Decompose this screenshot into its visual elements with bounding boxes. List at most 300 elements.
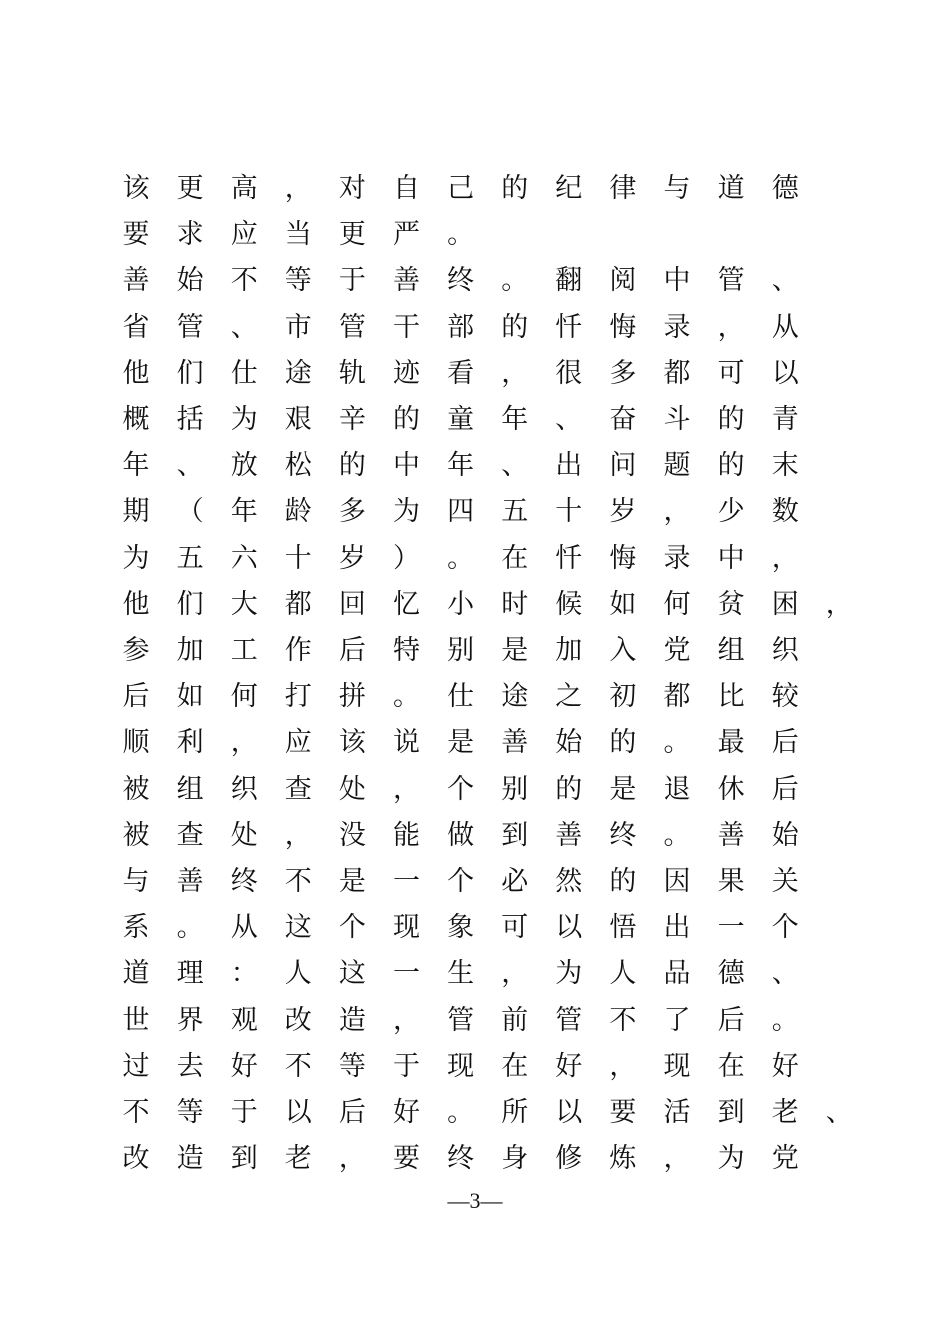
text-char: 到: [230, 1143, 258, 1175]
text-line: [0, 767, 950, 813]
text-char: 们: [176, 588, 204, 620]
text-char: 善: [501, 727, 529, 759]
text-char: 之: [555, 681, 583, 713]
text-char: 翻: [555, 265, 583, 297]
text-line: [0, 397, 950, 443]
text-char: 、: [501, 450, 529, 482]
page-number: —3—: [447, 1188, 503, 1213]
text-char: 是: [338, 866, 366, 897]
text-char: 求: [176, 219, 204, 251]
text-char: ，: [230, 727, 258, 759]
text-char: 括: [176, 404, 204, 435]
text-char: 、: [771, 958, 799, 990]
text-char: 了: [663, 1004, 691, 1036]
text-char: 时: [501, 588, 529, 620]
text-char: 悔: [609, 542, 637, 574]
text-char: 数: [771, 496, 799, 528]
text-char: 作: [284, 635, 312, 666]
text-char: 年: [230, 496, 258, 528]
text-char: 忆: [393, 588, 420, 620]
text-char: 十: [555, 496, 583, 528]
text-char: 应: [284, 727, 312, 759]
text-char: 比: [717, 681, 745, 713]
text-char: 出: [555, 450, 583, 482]
text-char: 的: [609, 727, 637, 759]
text-char: 仕: [230, 357, 258, 389]
text-char: 观: [230, 1004, 258, 1036]
text-char: 艰: [284, 404, 312, 435]
text-char: 少: [717, 496, 745, 528]
text-char: 拼: [338, 681, 366, 713]
text-char: 的: [717, 450, 745, 482]
text-char: 入: [609, 635, 637, 666]
text-char: 多: [338, 496, 366, 528]
text-char: 品: [663, 958, 691, 990]
text-line: [0, 720, 950, 766]
text-char: 这: [284, 912, 312, 944]
text-char: 以: [555, 1097, 583, 1128]
text-char: 他: [122, 588, 150, 620]
text-line: [0, 813, 950, 859]
text-char: ，: [825, 588, 853, 620]
text-line: [0, 443, 950, 489]
text-char: 一: [393, 866, 420, 897]
text-char: 末: [771, 450, 799, 482]
text-line: [0, 905, 950, 951]
text-char: 律: [609, 173, 637, 204]
text-char: 。: [447, 542, 475, 574]
text-char: 。: [771, 1004, 799, 1036]
text-char: 要: [393, 1143, 420, 1175]
text-char: 一: [717, 912, 745, 944]
text-char: 不: [284, 866, 312, 897]
text-char: ，: [393, 1004, 420, 1036]
text-char: 何: [230, 681, 258, 713]
text-char: 果: [717, 866, 745, 897]
text-char: 道: [717, 173, 745, 204]
text-char: 斗: [663, 404, 691, 435]
text-char: 的: [555, 773, 583, 805]
text-char: 十: [284, 542, 312, 574]
text-char: 从: [230, 912, 258, 944]
text-char: 加: [555, 635, 583, 666]
text-char: 人: [284, 958, 312, 990]
text-char: 查: [284, 773, 312, 805]
text-char: 忏: [555, 311, 583, 343]
text-line: [0, 859, 950, 905]
text-char: 人: [609, 958, 637, 990]
text-char: 等: [176, 1097, 204, 1128]
text-char: 工: [230, 635, 258, 666]
text-char: 好: [555, 1050, 583, 1082]
text-char: ，: [393, 773, 420, 805]
text-char: 炼: [609, 1143, 637, 1175]
text-char: 打: [284, 681, 312, 713]
text-char: 处: [230, 819, 258, 851]
text-char: 、: [230, 311, 258, 343]
text-char: ，: [663, 496, 691, 528]
text-char: 关: [771, 866, 799, 897]
text-char: 回: [338, 588, 366, 620]
text-char: 改: [284, 1004, 312, 1036]
text-char: 在: [717, 1050, 745, 1082]
text-char: ，: [609, 1050, 637, 1082]
text-line: [0, 166, 950, 212]
text-char: 更: [176, 173, 204, 204]
text-char: 善: [122, 265, 150, 297]
text-char: 要: [609, 1097, 637, 1128]
text-char: 善: [393, 265, 420, 297]
text-char: 管: [555, 1004, 583, 1036]
text-char: 党: [771, 1143, 799, 1175]
text-char: 被: [122, 773, 150, 805]
text-char: 始: [771, 819, 799, 851]
text-char: 六: [230, 542, 258, 574]
text-char: 于: [338, 265, 366, 297]
text-char: 参: [122, 635, 150, 666]
text-char: 途: [284, 357, 312, 389]
text-char: ：: [230, 958, 258, 990]
text-char: 市: [284, 311, 312, 343]
text-char: 说: [393, 727, 420, 759]
text-line: [0, 212, 950, 258]
text-char: 在: [501, 542, 529, 574]
text-char: 德: [717, 958, 745, 990]
text-char: 如: [609, 588, 637, 620]
text-char: 严: [393, 219, 420, 251]
text-char: 顺: [122, 727, 150, 759]
text-char: 龄: [284, 496, 312, 528]
text-char: 应: [230, 219, 258, 251]
text-char: 去: [176, 1050, 204, 1082]
text-char: 身: [501, 1143, 529, 1175]
text-char: 象: [447, 912, 475, 944]
text-char: 织: [771, 635, 799, 666]
text-char: ，: [501, 958, 529, 990]
text-char: 造: [338, 1004, 366, 1036]
text-char: 善: [717, 819, 745, 851]
text-char: 年: [447, 450, 475, 482]
text-char: 要: [122, 219, 150, 251]
text-char: 造: [176, 1143, 204, 1175]
text-char: 中: [717, 542, 745, 574]
text-char: 看: [447, 357, 475, 389]
text-char: 为: [122, 542, 150, 574]
text-char: 不: [609, 1004, 637, 1036]
text-char: 多: [609, 357, 637, 389]
text-char: 四: [447, 496, 475, 528]
text-char: 组: [717, 635, 745, 666]
text-char: 一: [393, 958, 420, 990]
text-char: 现: [663, 1050, 691, 1082]
text-char: 悟: [609, 912, 637, 944]
text-char: 所: [501, 1097, 529, 1128]
text-char: 管: [338, 311, 366, 343]
text-char: 的: [338, 450, 366, 482]
text-char: 好: [230, 1050, 258, 1082]
text-char: 候: [555, 588, 583, 620]
text-char: 为: [230, 404, 258, 435]
text-char: 、: [771, 265, 799, 297]
text-char: 善: [176, 866, 204, 897]
text-char: 。: [447, 219, 475, 251]
text-char: ，: [501, 357, 529, 389]
text-char: 管: [447, 1004, 475, 1036]
text-char: 与: [122, 866, 150, 897]
text-char: 困: [771, 588, 799, 620]
text-char: 系: [122, 912, 150, 944]
text-char: 五: [501, 496, 529, 528]
text-char: 如: [176, 681, 204, 713]
text-char: 。: [663, 727, 691, 759]
text-char: 因: [663, 866, 691, 897]
text-char: 特: [393, 635, 420, 666]
text-char: 始: [176, 265, 204, 297]
text-char: 现: [447, 1050, 475, 1082]
text-char: 前: [501, 1004, 529, 1036]
text-char: ，: [663, 1143, 691, 1175]
text-char: 后: [338, 635, 366, 666]
text-char: 、: [176, 450, 204, 482]
text-char: 后: [771, 773, 799, 805]
text-char: 出: [663, 912, 691, 944]
text-char: 对: [338, 173, 366, 204]
text-char: 辛: [338, 404, 366, 435]
text-char: 中: [663, 265, 691, 297]
text-line: [0, 1136, 950, 1182]
text-char: 期: [122, 496, 150, 528]
text-char: 管: [717, 265, 745, 297]
text-char: 。: [663, 819, 691, 851]
text-char: 的: [393, 404, 420, 435]
text-char: 退: [663, 773, 691, 805]
text-char: 个: [447, 773, 475, 805]
text-char: 世: [122, 1004, 150, 1036]
text-char: 最: [717, 727, 745, 759]
text-char: 的: [501, 311, 529, 343]
text-char: 利: [176, 727, 204, 759]
text-line: [0, 305, 950, 351]
text-char: 终: [447, 1143, 475, 1175]
text-char: 后: [122, 681, 150, 713]
text-char: 然: [555, 866, 583, 897]
text-char: 何: [663, 588, 691, 620]
text-char: 改: [122, 1143, 150, 1175]
text-char: 为: [393, 496, 420, 528]
text-char: 问: [609, 450, 637, 482]
text-char: 善: [555, 819, 583, 851]
text-char: 。: [501, 265, 529, 297]
text-char: 以: [771, 357, 799, 389]
text-char: 高: [230, 173, 258, 204]
text-char: 后: [771, 727, 799, 759]
text-line: [0, 351, 950, 397]
text-char: 悔: [609, 311, 637, 343]
text-char: 没: [338, 819, 366, 851]
text-char: 很: [555, 357, 583, 389]
text-char: 现: [393, 912, 420, 944]
text-char: ，: [717, 311, 745, 343]
text-char: 题: [663, 450, 691, 482]
text-char: 织: [230, 773, 258, 805]
text-char: 后: [338, 1097, 366, 1128]
text-char: ，: [284, 173, 312, 204]
text-char: 年: [501, 404, 529, 435]
text-char: 后: [717, 1004, 745, 1036]
text-char: 可: [501, 912, 529, 944]
text-char: 奋: [609, 404, 637, 435]
text-char: 道: [122, 958, 150, 990]
text-char: （: [176, 496, 204, 528]
text-char: 省: [122, 311, 150, 343]
text-char: 别: [447, 635, 475, 666]
text-char: 干: [393, 311, 420, 343]
text-char: 中: [393, 450, 420, 482]
text-char: 是: [447, 727, 475, 759]
text-char: 做: [447, 819, 475, 851]
text-char: 德: [771, 173, 799, 204]
text-line: [0, 258, 950, 304]
text-char: ，: [284, 819, 312, 851]
text-line: [0, 951, 950, 997]
text-char: 查: [176, 819, 204, 851]
text-char: 在: [501, 1050, 529, 1082]
text-char: 该: [122, 173, 150, 204]
text-char: 初: [609, 681, 637, 713]
text-char: 的: [501, 173, 529, 204]
text-char: 当: [284, 219, 312, 251]
text-char: 终: [609, 819, 637, 851]
text-line: [0, 1044, 950, 1090]
text-char: 途: [501, 681, 529, 713]
text-char: 岁: [338, 542, 366, 574]
text-char: 是: [501, 635, 529, 666]
text-char: 纪: [555, 173, 583, 204]
text-char: 终: [447, 265, 475, 297]
text-char: 老: [771, 1097, 799, 1128]
text-char: 、: [555, 404, 583, 435]
text-char: 都: [663, 357, 691, 389]
text-line: [0, 489, 950, 535]
text-char: 阅: [609, 265, 637, 297]
text-char: 忏: [555, 542, 583, 574]
text-char: 到: [501, 819, 529, 851]
text-char: 都: [284, 588, 312, 620]
text-char: 加: [176, 635, 204, 666]
text-char: 管: [176, 311, 204, 343]
text-char: 是: [609, 773, 637, 805]
text-char: 、: [825, 1097, 853, 1128]
text-char: ，: [771, 542, 799, 574]
text-char: 为: [555, 958, 583, 990]
text-char: 的: [717, 404, 745, 435]
text-char: 小: [447, 588, 475, 620]
text-char: 较: [771, 681, 799, 713]
text-line: [0, 1090, 950, 1136]
text-char: 轨: [338, 357, 366, 389]
text-char: 好: [771, 1050, 799, 1082]
text-char: 终: [230, 866, 258, 897]
text-char: 到: [717, 1097, 745, 1128]
text-char: ）: [393, 542, 420, 574]
text-char: 能: [393, 819, 420, 851]
text-char: 岁: [609, 496, 637, 528]
text-char: 始: [555, 727, 583, 759]
text-char: 等: [284, 265, 312, 297]
text-char: 被: [122, 819, 150, 851]
text-char: 好: [393, 1097, 420, 1128]
text-char: 五: [176, 542, 204, 574]
text-char: 以: [284, 1097, 312, 1128]
text-char: 们: [176, 357, 204, 389]
text-char: 修: [555, 1143, 583, 1175]
text-char: 部: [447, 311, 475, 343]
text-char: 生: [447, 958, 475, 990]
text-char: 青: [771, 404, 799, 435]
text-char: 他: [122, 357, 150, 389]
text-char: 录: [663, 542, 691, 574]
text-line: [0, 536, 950, 582]
text-char: 的: [609, 866, 637, 897]
text-line: [0, 998, 950, 1044]
text-char: 不: [122, 1097, 150, 1128]
text-char: 不: [284, 1050, 312, 1082]
text-char: 个: [447, 866, 475, 897]
text-char: 为: [717, 1143, 745, 1175]
text-char: 以: [555, 912, 583, 944]
text-char: 等: [338, 1050, 366, 1082]
text-char: 处: [338, 773, 366, 805]
text-char: 于: [393, 1050, 420, 1082]
text-char: 组: [176, 773, 204, 805]
text-char: 松: [284, 450, 312, 482]
text-char: 。: [447, 1097, 475, 1128]
text-char: 仕: [447, 681, 475, 713]
text-char: 自: [393, 173, 420, 204]
text-char: 可: [717, 357, 745, 389]
text-char: 录: [663, 311, 691, 343]
text-char: 更: [338, 219, 366, 251]
text-char: 个: [771, 912, 799, 944]
text-char: 大: [230, 588, 258, 620]
text-char: 理: [176, 958, 204, 990]
text-char: 个: [338, 912, 366, 944]
text-char: 不: [230, 265, 258, 297]
text-line: [0, 674, 950, 720]
text-char: 年: [122, 450, 150, 482]
text-line: [0, 628, 950, 674]
text-char: 党: [663, 635, 691, 666]
text-char: 老: [284, 1143, 312, 1175]
text-char: 这: [338, 958, 366, 990]
text-char: 休: [717, 773, 745, 805]
text-char: 别: [501, 773, 529, 805]
text-char: 迹: [393, 357, 420, 389]
text-char: 都: [663, 681, 691, 713]
text-char: 概: [122, 404, 150, 435]
text-char: 。: [176, 912, 204, 944]
text-line: [0, 582, 950, 628]
text-char: 于: [230, 1097, 258, 1128]
text-char: 己: [447, 173, 475, 204]
text-char: 必: [501, 866, 529, 897]
text-char: 放: [230, 450, 258, 482]
text-char: 贫: [717, 588, 745, 620]
text-char: 该: [338, 727, 366, 759]
text-char: 界: [176, 1004, 204, 1036]
text-char: 童: [447, 404, 475, 435]
text-char: 活: [663, 1097, 691, 1128]
